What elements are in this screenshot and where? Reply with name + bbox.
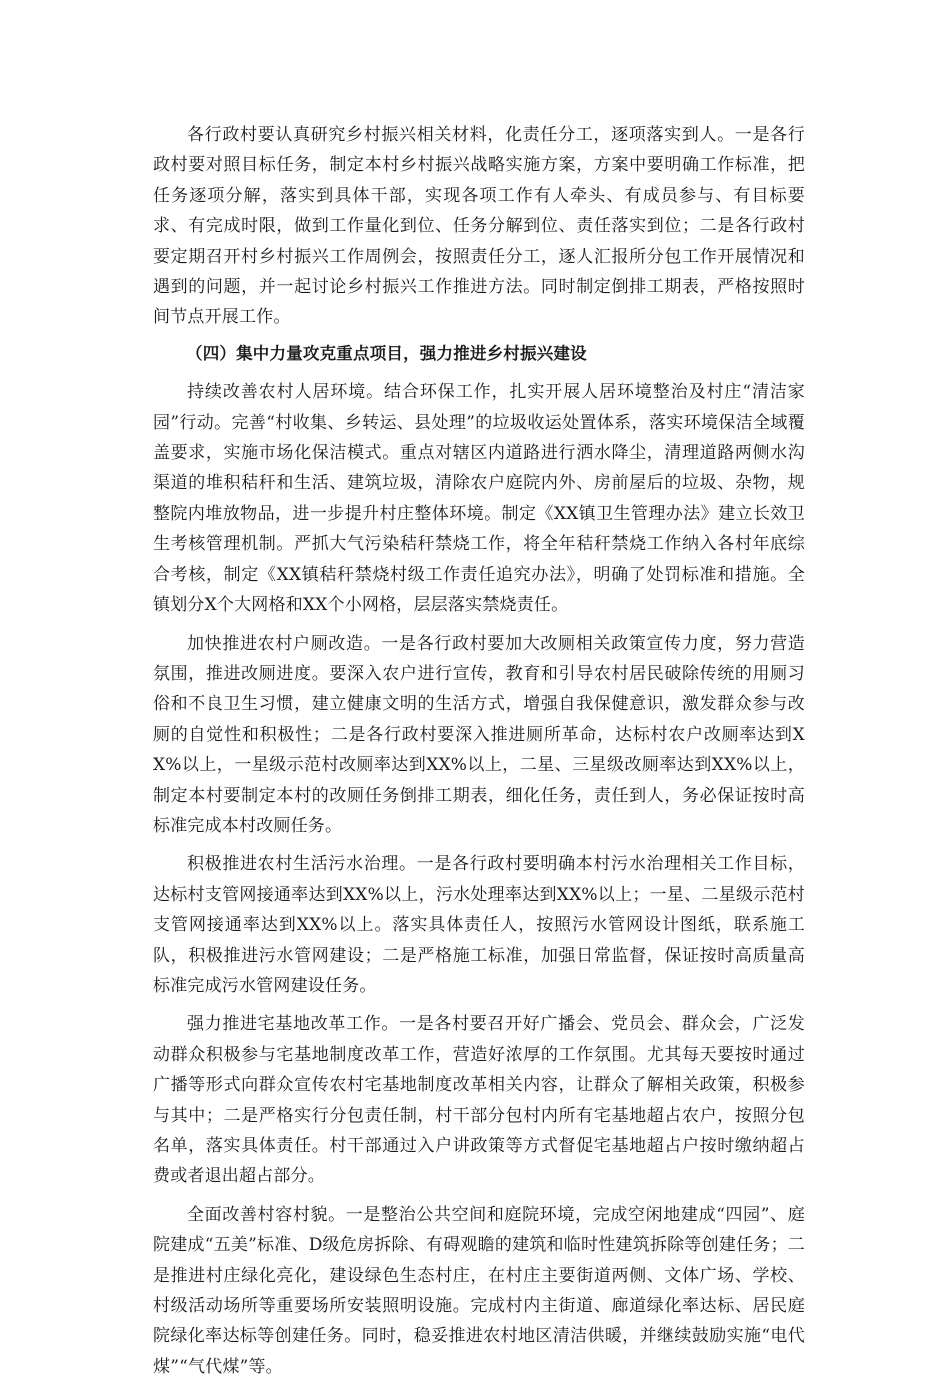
- paragraph-village-appearance: 全面改善村容村貌。一是整治公共空间和庭院环境，完成空闲地建成“四园”、庭院建成“五美”标准、D级危房拆除、有碍观瞻的建筑和临时性建筑拆除等创建任务；二是推进村庄绿化亮化，建设绿色生态村庄，在村庄主要街道两侧、文体广场、学校、村级活动场所等重要场所安装照明设施。完成村内主街道、廊道绿化率达标、居民庭院绿化率达标等创建任务。同时，稳妥推进农村地区清洁供暖，并继续鼓励实施“电代煤”“气代煤”等。: [153, 1204, 805, 1377]
- paragraph-toilet-reform: 加快推进农村户厕改造。一是各行政村要加大改厕相关政策宣传力度，努力营造氛围，推进改厕进度。要深入农户进行宣传，教育和引导农村居民破除传统的用厕习俗和不良卫生习惯，建立健康文明的生活方式，增强自我保健意识，激发群众参与改厕的自觉性和积极性；二是各行政村要深入推进厕所革命，达标村农户改厕率达到XX%以上，一星级示范村改厕率达到XX%以上，二星、三星级改厕率达到XX%以上，制定本村要制定本村的改厕任务倒排工期表，细化任务，责任到人，务必保证按时高标准完成本村改厕任务。: [153, 633, 805, 836]
- paragraph-homestead-reform: 强力推进宅基地改革工作。一是各村要召开好广播会、党员会、群众会，广泛发动群众积极参与宅基地制度改革工作，营造好浓厚的工作氛围。尤其每天要按时通过广播等形式向群众宣传农村宅基地制度改革相关内容，让群众了解相关政策，积极参与其中；二是严格实行分包责任制，村干部分包村内所有宅基地超占农户，按照分包名单，落实具体责任。村干部通过入户讲政策等方式督促宅基地超占户按时缴纳超占费或者退出超占部分。: [153, 1014, 805, 1187]
- paragraph-living-environment: 持续改善农村人居环境。结合环保工作，扎实开展人居环境整治及村庄“清洁家园”行动。完善“村收集、乡转运、县处理”的垃圾收运处置体系，落实环境保洁全域覆盖要求，实施市场化保洁模式。重点对辖区内道路进行洒水降尘，清理道路两侧水沟渠道的堆积秸秆和生活、建筑垃圾，清除农户庭院内外、房前屋后的垃圾、杂物，规整院内堆放物品，进一步提升村庄整体环境。制定《XX镇卫生管理办法》建立长效卫生考核管理机制。严抓大气污染秸秆禁烧工作，将全年秸秆禁烧工作纳入各村年底综合考核，制定《XX镇秸秆禁烧村级工作责任追究办法》，明确了处罚标准和措施。全镇划分X个大网格和XX个小网格，层层落实禁烧责任。: [153, 382, 805, 616]
- paragraph-responsibility: 各行政村要认真研究乡村振兴相关材料，化责任分工，逐项落实到人。一是各行政村要对照目标任务，制定本村乡村振兴战略实施方案，方案中要明确工作标准，把任务逐项分解，落实到具体干部，实现各项工作有人牵头、有成员参与、有目标要求、有完成时限，做到工作量化到位、任务分解到位、责任落实到位；二是各行政村要定期召开村乡村振兴工作周例会，按照责任分工，逐人汇报所分包工作开展情况和遇到的问题，并一起讨论乡村振兴工作推进方法。同时制定倒排工期表，严格按照时间节点开展工作。: [153, 125, 805, 328]
- document-body: [153, 120, 805, 1382]
- paragraph-sewage-treatment: 积极推进农村生活污水治理。一是各行政村要明确本村污水治理相关工作目标，达标村支管网接通率达到XX%以上，污水处理率达到XX%以上；一星、二星级示范村支管网接通率达到XX%以上。落实具体责任人，按照污水管网设计图纸，联系施工队，积极推进污水管网建设；二是严格施工标准，加强日常监督，保证按时高质量高标准完成污水管网建设任务。: [153, 854, 805, 996]
- section-heading-4: （四）集中力量攻克重点项目，强力推进乡村振兴建设: [186, 343, 587, 363]
